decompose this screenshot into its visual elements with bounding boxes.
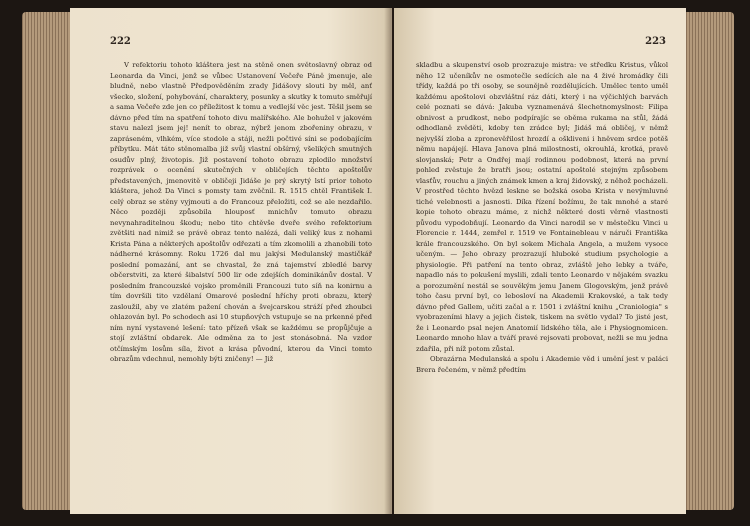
left-page-text (110, 60, 372, 365)
left-paragraph: V refektoriu tohoto kláštera jest na stěně onen světoslavný obraz od Leonarda da Vinci, jenž se vůbec Ustanovení Večeře Páně jmenuje, ale bludně, nebo vlastně Předpověděním zrady Jidášovy slouti by měl, anť všecko, složení, pohybování, charaktery, posunky a skutky k tomuto směřují a sama Večeře zde jen co příležitost k tomu a vedlejší věc jest. Těšil jsem se dávno před tím na spatření tohoto divu malířského. Ale bohužel v jakovém stavu nalezl jsem jej! nenít to obraz, nýbrž jenom zbořeniny obrazu, v zapráseném, vlhkém, více stodole a stáji, nežli počtivé síni se podobajícím příbytku. Mát táto stěnomalba již svůj vlastní obšírný, všelikých smutných osudův plný, životopis. Již postavení tohoto obrazu zplodilo množství rozprávek o ocenění skutečných v obličejích těchto apoštolův představených, jmenovitě v obličeji Jidáše je prý skrytý lstí prior tohoto kláštera, jehož Da Vinci s pomsty tam zvěčnil. R. 1515 chtěl František I. celý obraz se stěny vyjmouti a do Francouz přeložiti, což se ale nezdařilo. Něco později způsobila hlouposť mnichův tomuto obrazu nevynahraditelnou škodu; nebo tito chtěvše dveře svého refektorium zvětšiti nad nimiž se právě obraz tento nalézá, dali veliký kus z nohami Krista Pána a některých apoštolův odřezati a tím zkomolili a zhanobili toto nádherné krásomny. Roku 1726 dal mu jakýsi Medulanský mastičkář poslední pomazání, ant se chvastal, že zná tajemství zbledlé barvy občerstviti, za které šibalství 500 lir ode zdejších dominikánův dostal. V posledním francouzské vojsko proměnili Francouzi tuto síň na konirnu a tím dovršili tito vzdělaní Omarové poslední hříchy proti obrazu, který zasloužil, aby ve zlatém pažení chován a švejcarskou stráží před zhoubci ohlazován byl. Po schodech asi 10 stupňových vstupuje se na prkenné před ním nyní vystavené lešení: tato přízeň však se každému se propůjčuje a stojí zvláštní obdarek. Ale odměna za to jest stonásobná. Na vzdor otčímským losům síla, život a krása původní, kterou da Vinci tomto obrazům vdechnul, nemohly býti zničeny! — Již (110, 61, 372, 363)
left-page (70, 8, 392, 514)
left-page-edges (22, 12, 72, 510)
page-number-left: 222 (110, 36, 131, 47)
right-paragraph: skladbu a skupenství osob prozrazuje mistra: ve středku Kristus, vůkol něho 12 učeníkův ne osmotečle sedících ale na 4 živé hromádky čili třídy, každá po tři osoby, se sounějně rozdělujících. Umělec tento uměl každému apoštolovi obzvláštní ráz dáti, který i na výčichlých barvách celé poznati se dává: Jakuba vyznamenává šlechetnomyslnost: Filipa obnivost a prudkost, nebo podpírajíc se oběma rukama na stůl, žádá odhodlaně zvěděti, kdoby ten zrádce byl; Jidáš má obličej, v němž nejvyšší zloba a zpronevěřilost hrozdí a oškliveni i hněvem srdce potěš němu napájejí. Hlava Janova plná milostnosti, okrouhlá, krotká, pravě slovjanská; Petr a Ondřej mají rodinnou podobnost, která na první pohled zvěstuje že bratři jsou; ostatní apoštolé stejným způsobem vlasťův, rouchu a jiných známek kmen a kraj židovský, z něhož pocházeli. V prostřed těchto hvězd leskne se božská osoba Krista v nevýmluvné tiché velebnosti a jasnosti. Díka řízení božímu, že tak mnohé a staré kopie tohoto obrazu máme, z nichž některé dosti věrně vlastnosti původu vypodobňují. Leonardo da Vinci narodil se v městečku Vinci u Florencie r. 1444, zemřel r. 1519 ve Fontainebleau v náruči Františka krále francouzského. On byl sokem Michala Angela, a mužem vysoce učeným. — Jeho obrazy prozrazují hluboké studium psychologie a physiologie. Při patření na tento obraz, zvláště jeho lebky a tváře, napadlo nás to pokušení myslili, zdali tento Leonardo v nějakém svazku a porozumění nestál se souvěkým jemu Janem Glogovským, jenž právě toho času první byl, co lebosloví na Akademii Krakovské, a tak tedy dávno před Gallem, učiti začal a r. 1501 i zvláštní knihu „Craniologia" s vyobrazeními hlavy a jejich čistek, tiskem na světlo vydal? To jisté jest, že i Leonardo psal nejen Anatomií lidského těla, ale i Physiognomicen. Leonardo mnoho hlav a tváří pravé rejsovati probovat, nežli se mu jedna zdařila, při níž potom zůstal. (416, 61, 668, 353)
open-book (22, 6, 734, 520)
right-page (394, 8, 686, 514)
right-page-text (416, 60, 668, 375)
right-page-edges (684, 12, 734, 510)
right-paragraph: Obrazárna Medulanská a spolu i Akademie věd i umění jest v paláci Brera řečeném, v němž předtím (416, 355, 668, 374)
page-number-right: 223 (645, 36, 666, 47)
